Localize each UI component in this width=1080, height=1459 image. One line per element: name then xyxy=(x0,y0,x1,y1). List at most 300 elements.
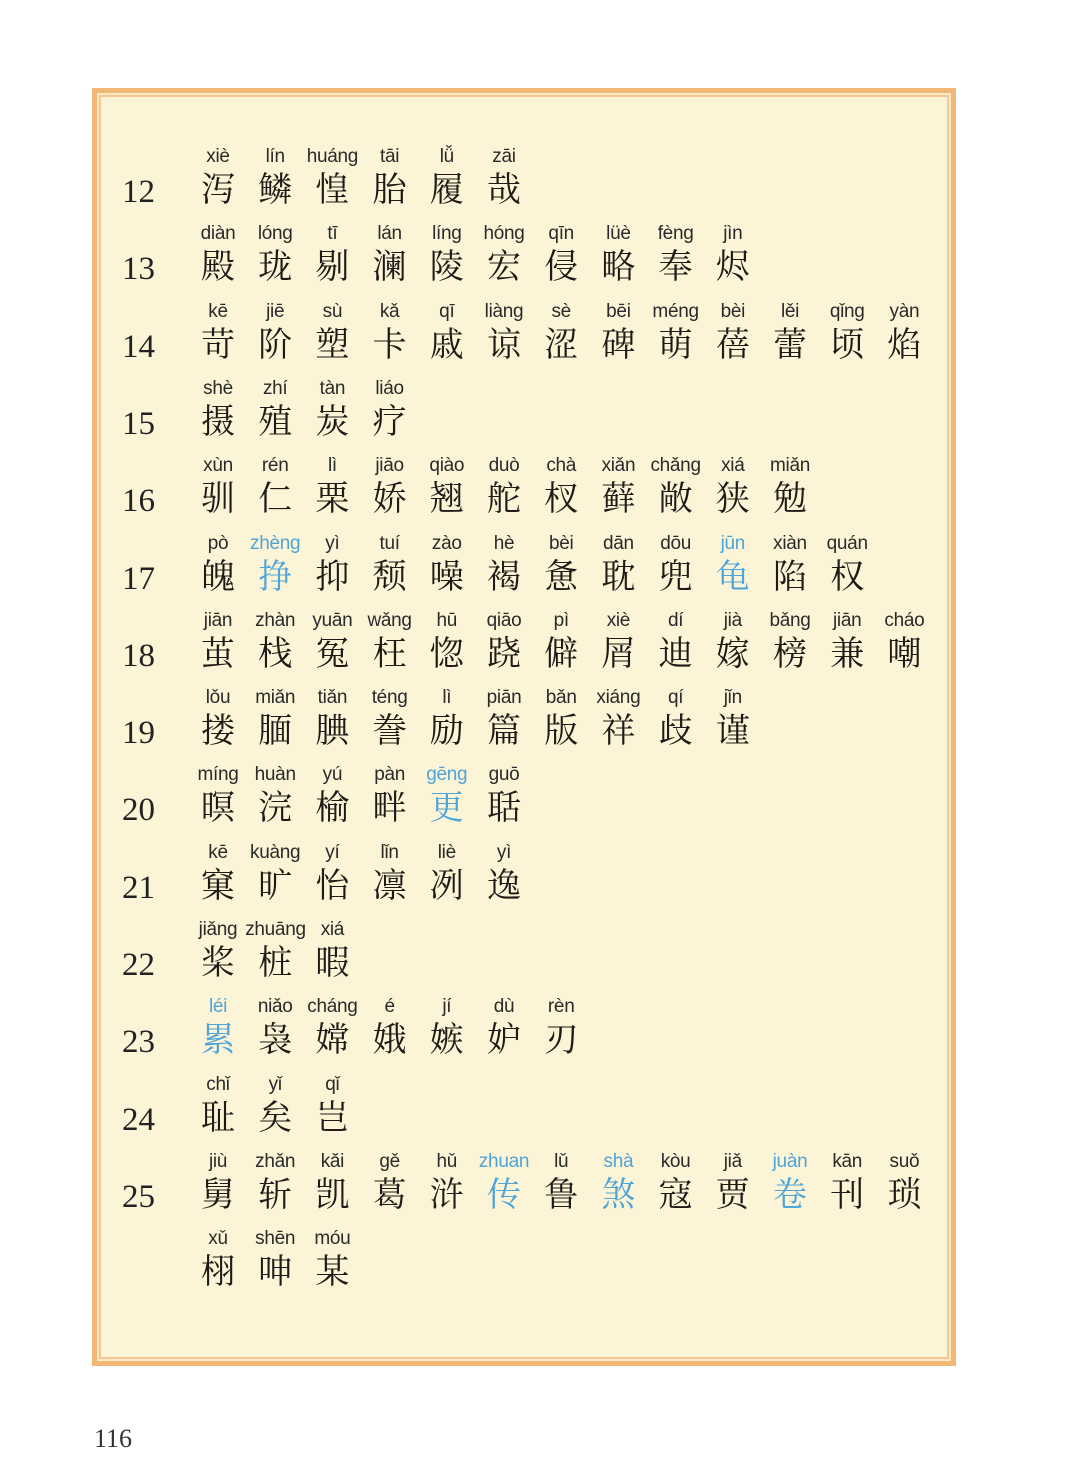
vocab-character xyxy=(245,1151,305,1217)
pinyin: lǒu xyxy=(205,687,231,709)
vocab-character xyxy=(245,146,305,212)
hanzi: 权 xyxy=(830,556,865,597)
hanzi: 珑 xyxy=(258,247,293,288)
lesson-row xyxy=(0,223,1080,301)
vocab-character xyxy=(817,533,877,599)
pinyin: jiǎng xyxy=(198,919,238,940)
pinyin: qī xyxy=(439,300,455,322)
hanzi: 篇 xyxy=(487,711,521,752)
hanzi: 累 xyxy=(201,1020,235,1061)
vocab-character xyxy=(245,919,305,985)
vocab-character xyxy=(474,1151,534,1217)
vocab-character xyxy=(474,842,534,908)
vocab-character xyxy=(360,764,420,830)
hanzi: 搂 xyxy=(201,711,235,752)
hanzi: 矣 xyxy=(258,1097,293,1138)
vocab-character xyxy=(302,842,362,908)
vocab-character xyxy=(360,223,420,289)
hanzi: 颓 xyxy=(372,556,407,597)
vocab-character xyxy=(302,764,362,830)
vocab-character xyxy=(874,301,934,367)
pinyin: kuàng xyxy=(250,841,301,863)
vocab-character xyxy=(646,301,706,367)
hanzi: 煞 xyxy=(601,1174,636,1215)
hanzi: 涩 xyxy=(544,324,579,365)
vocab-character xyxy=(360,378,420,444)
vocab-character xyxy=(188,610,248,676)
hanzi: 顷 xyxy=(830,324,865,365)
vocab-character xyxy=(417,146,477,212)
hanzi: 枉 xyxy=(372,633,407,674)
vocab-character xyxy=(188,301,248,367)
hanzi: 卡 xyxy=(372,324,407,365)
vocab-character xyxy=(531,533,591,599)
vocab-character xyxy=(302,919,362,985)
hanzi: 澜 xyxy=(372,247,407,288)
pinyin: xiǎn xyxy=(601,455,636,477)
vocab-character xyxy=(302,610,362,676)
vocab-character xyxy=(245,223,305,289)
pinyin: lǚ xyxy=(439,146,454,167)
hanzi: 嫁 xyxy=(715,633,750,674)
hanzi: 卷 xyxy=(773,1174,807,1215)
pinyin: liàng xyxy=(484,300,524,322)
hanzi: 惫 xyxy=(544,556,579,597)
pinyin: qǐ xyxy=(325,1073,340,1095)
vocab-character xyxy=(474,996,534,1062)
pinyin: zhǎn xyxy=(255,1150,296,1172)
vocab-character xyxy=(188,533,248,599)
pinyin: shà xyxy=(603,1150,634,1172)
pinyin: suǒ xyxy=(889,1150,920,1172)
pinyin: bēi xyxy=(606,300,631,322)
lesson-number: 18 xyxy=(122,637,155,674)
vocab-character xyxy=(188,919,248,985)
vocab-character xyxy=(188,378,248,444)
hanzi: 榜 xyxy=(773,633,807,674)
vocab-character xyxy=(245,301,305,367)
hanzi: 谨 xyxy=(715,711,750,752)
vocab-character xyxy=(760,1151,820,1217)
hanzi: 龟 xyxy=(715,556,750,597)
vocab-character xyxy=(360,301,420,367)
hanzi: 跷 xyxy=(487,633,521,674)
vocab-character xyxy=(245,533,305,599)
lesson-row xyxy=(0,996,1080,1074)
hanzi: 岂 xyxy=(315,1097,350,1138)
pinyin: lì xyxy=(327,455,337,477)
vocab-character xyxy=(417,1151,477,1217)
pinyin: guō xyxy=(488,764,520,786)
hanzi: 萌 xyxy=(658,324,693,365)
hanzi: 凛 xyxy=(372,865,407,906)
hanzi: 茧 xyxy=(201,633,235,674)
vocab-character xyxy=(302,1074,362,1140)
vocab-character xyxy=(245,610,305,676)
vocab-character xyxy=(360,687,420,753)
vocab-character xyxy=(188,1228,248,1294)
vocab-character xyxy=(302,533,362,599)
pinyin: quán xyxy=(826,532,868,554)
hanzi: 惚 xyxy=(429,633,464,674)
vocab-character xyxy=(188,687,248,753)
lesson-number: 21 xyxy=(122,869,155,906)
pinyin: yǐ xyxy=(268,1073,282,1095)
pinyin: gě xyxy=(379,1150,400,1172)
hanzi: 栩 xyxy=(201,1252,235,1293)
vocab-character xyxy=(417,223,477,289)
pinyin: kòu xyxy=(660,1150,691,1172)
vocab-character xyxy=(417,455,477,521)
pinyin: jiǎ xyxy=(723,1150,742,1172)
hanzi: 某 xyxy=(315,1252,350,1293)
pinyin: téng xyxy=(371,687,408,709)
pinyin: líng xyxy=(432,223,462,245)
vocab-character xyxy=(417,687,477,753)
pinyin: kǎi xyxy=(320,1150,345,1172)
vocab-character xyxy=(417,996,477,1062)
vocab-character xyxy=(588,533,648,599)
pinyin: yuān xyxy=(312,609,353,631)
pinyin: niǎo xyxy=(257,996,293,1018)
pinyin: xiàn xyxy=(773,532,807,554)
hanzi: 杈 xyxy=(544,479,579,520)
pinyin: rèn xyxy=(547,996,575,1018)
hanzi: 戚 xyxy=(429,324,464,365)
lesson-number: 17 xyxy=(122,560,155,597)
vocab-character xyxy=(703,687,763,753)
vocab-character xyxy=(360,996,420,1062)
pinyin: yú xyxy=(322,764,343,786)
hanzi: 泻 xyxy=(201,170,235,210)
pinyin: lín xyxy=(265,146,285,167)
hanzi: 励 xyxy=(429,711,464,752)
pinyin: jūn xyxy=(720,532,746,554)
hanzi: 摄 xyxy=(201,401,235,442)
vocab-character xyxy=(588,1151,648,1217)
vocab-character xyxy=(245,842,305,908)
pinyin: lǐn xyxy=(380,841,399,863)
vocab-character xyxy=(646,1151,706,1217)
vocab-character xyxy=(531,610,591,676)
vocab-character xyxy=(474,610,534,676)
lesson-number: 25 xyxy=(122,1178,155,1215)
pinyin: dù xyxy=(493,996,515,1018)
pinyin: xǔ xyxy=(208,1228,228,1250)
lesson-number: 15 xyxy=(122,405,155,442)
hanzi: 栈 xyxy=(258,633,293,674)
vocab-character xyxy=(474,301,534,367)
hanzi: 僻 xyxy=(544,633,579,674)
pinyin: pò xyxy=(207,532,229,554)
hanzi: 呻 xyxy=(258,1252,293,1293)
vocab-character xyxy=(302,378,362,444)
hanzi: 旷 xyxy=(258,865,293,906)
vocab-character xyxy=(360,610,420,676)
lesson-row xyxy=(0,1228,1080,1306)
lesson-number: 12 xyxy=(122,174,155,210)
hanzi: 疗 xyxy=(372,401,407,442)
vocab-character xyxy=(188,146,248,212)
pinyin: yí xyxy=(325,841,340,863)
vocab-character xyxy=(588,301,648,367)
pinyin: chà xyxy=(546,455,577,477)
vocab-character xyxy=(245,764,305,830)
vocab-character xyxy=(360,455,420,521)
hanzi: 鳞 xyxy=(258,170,293,210)
lesson-row xyxy=(0,842,1080,920)
pinyin: bǎn xyxy=(545,687,577,709)
vocab-character xyxy=(703,610,763,676)
vocab-character xyxy=(188,1074,248,1140)
pinyin: jià xyxy=(723,609,742,631)
vocab-character xyxy=(588,610,648,676)
hanzi: 桩 xyxy=(258,943,293,983)
hanzi: 版 xyxy=(544,711,579,752)
pinyin: dí xyxy=(667,609,684,631)
vocab-character xyxy=(531,687,591,753)
pinyin: chǎng xyxy=(650,455,701,477)
hanzi: 抑 xyxy=(315,556,350,597)
hanzi: 聒 xyxy=(487,788,521,829)
vocab-character xyxy=(760,455,820,521)
vocab-character xyxy=(646,455,706,521)
vocab-character xyxy=(588,455,648,521)
pinyin: zhuāng xyxy=(245,919,306,940)
lesson-number: 16 xyxy=(122,483,155,520)
lesson-row xyxy=(0,919,1080,997)
pinyin: rén xyxy=(261,455,289,477)
vocab-character xyxy=(245,455,305,521)
vocab-character xyxy=(188,764,248,830)
hanzi: 胎 xyxy=(372,170,407,210)
hanzi: 苛 xyxy=(201,324,235,365)
lesson-number: 14 xyxy=(122,328,155,365)
pinyin: zāi xyxy=(492,146,516,167)
pinyin: diàn xyxy=(200,223,236,245)
pinyin: cháng xyxy=(307,996,358,1018)
hanzi: 兼 xyxy=(830,633,865,674)
hanzi: 屑 xyxy=(601,633,636,674)
vocab-character xyxy=(531,1151,591,1217)
vocab-character xyxy=(703,301,763,367)
pinyin: jìn xyxy=(723,223,743,245)
hanzi: 栗 xyxy=(315,479,350,520)
pinyin: bèi xyxy=(720,300,746,322)
pinyin: jiù xyxy=(208,1150,228,1172)
hanzi: 陷 xyxy=(773,556,807,597)
hanzi: 刃 xyxy=(544,1020,579,1061)
lesson-number: 22 xyxy=(122,947,155,983)
vocab-character xyxy=(588,223,648,289)
vocab-character xyxy=(531,455,591,521)
pinyin: móu xyxy=(314,1228,351,1250)
hanzi: 耻 xyxy=(201,1097,235,1138)
pinyin: lüè xyxy=(606,223,631,245)
vocab-character xyxy=(646,610,706,676)
hanzi: 殿 xyxy=(201,247,235,288)
vocab-character xyxy=(302,301,362,367)
hanzi: 碑 xyxy=(601,324,636,365)
hanzi: 腆 xyxy=(315,711,350,752)
hanzi: 祥 xyxy=(601,711,636,752)
hanzi: 畔 xyxy=(372,788,407,829)
vocab-character xyxy=(474,687,534,753)
hanzi: 驯 xyxy=(201,479,235,520)
hanzi: 迪 xyxy=(658,633,693,674)
hanzi: 焰 xyxy=(887,324,922,365)
hanzi: 殖 xyxy=(258,401,293,442)
vocab-character xyxy=(302,996,362,1062)
lesson-row xyxy=(0,764,1080,842)
vocab-character xyxy=(474,223,534,289)
pinyin: tāi xyxy=(380,146,400,167)
vocab-character xyxy=(245,996,305,1062)
hanzi: 奉 xyxy=(658,247,693,288)
pinyin: qiāo xyxy=(486,609,522,631)
vocab-character xyxy=(646,687,706,753)
hanzi: 更 xyxy=(429,788,464,829)
hanzi: 娇 xyxy=(372,479,407,520)
lesson-row xyxy=(0,301,1080,379)
pinyin: yì xyxy=(325,532,340,554)
vocab-character xyxy=(760,533,820,599)
hanzi: 嘲 xyxy=(887,633,922,674)
vocab-character xyxy=(417,764,477,830)
pinyin: jiān xyxy=(832,609,862,631)
hanzi: 挣 xyxy=(258,556,293,597)
hanzi: 烬 xyxy=(715,247,750,288)
vocab-character xyxy=(360,842,420,908)
lesson-number: 13 xyxy=(122,251,155,288)
pinyin: lěi xyxy=(780,300,800,322)
hanzi: 仁 xyxy=(258,479,293,520)
lesson-row xyxy=(0,533,1080,611)
pinyin: tuí xyxy=(379,532,400,554)
vocab-character xyxy=(703,455,763,521)
hanzi: 蕾 xyxy=(773,324,807,365)
vocab-character xyxy=(817,610,877,676)
pinyin: wǎng xyxy=(367,609,412,631)
lesson-row xyxy=(0,1151,1080,1229)
lesson-row xyxy=(0,1074,1080,1152)
pinyin: huàn xyxy=(254,764,296,786)
vocab-character xyxy=(531,996,591,1062)
pinyin: yì xyxy=(496,841,512,863)
pinyin: shēn xyxy=(255,1228,296,1250)
pinyin: cháo xyxy=(884,609,925,631)
hanzi: 略 xyxy=(601,247,636,288)
hanzi: 藓 xyxy=(601,479,636,520)
pinyin: sè xyxy=(551,300,571,322)
pinyin: pì xyxy=(553,609,569,631)
vocab-character xyxy=(188,1151,248,1217)
vocab-character xyxy=(302,146,362,212)
vocab-character xyxy=(302,1151,362,1217)
pinyin: shè xyxy=(203,377,233,399)
pinyin: fèng xyxy=(657,223,694,245)
hanzi: 暇 xyxy=(315,943,350,983)
pinyin: hóng xyxy=(483,223,525,245)
pinyin: lóng xyxy=(257,223,293,245)
vocab-character xyxy=(474,455,534,521)
pinyin: miǎn xyxy=(255,687,296,709)
hanzi: 舅 xyxy=(201,1174,235,1215)
pinyin: xùn xyxy=(203,455,233,477)
pinyin: xiè xyxy=(206,146,230,167)
hanzi: 琐 xyxy=(887,1174,922,1215)
pinyin: xiá xyxy=(320,919,345,940)
vocab-character xyxy=(360,146,420,212)
vocab-character xyxy=(360,1151,420,1217)
vocab-character xyxy=(531,301,591,367)
hanzi: 贾 xyxy=(715,1174,750,1215)
lesson-row xyxy=(0,146,1080,224)
hanzi: 传 xyxy=(487,1174,521,1215)
pinyin: dōu xyxy=(660,532,691,554)
pinyin: qí xyxy=(667,687,684,709)
vocab-character xyxy=(474,764,534,830)
hanzi: 魄 xyxy=(201,556,235,597)
pinyin: chǐ xyxy=(206,1073,230,1095)
vocab-character xyxy=(417,533,477,599)
pinyin: méng xyxy=(652,300,699,322)
pinyin: míng xyxy=(197,764,239,786)
vocab-character xyxy=(245,1074,305,1140)
lesson-number: 19 xyxy=(122,715,155,752)
pinyin: tàn xyxy=(319,377,346,399)
pinyin: xiè xyxy=(606,609,631,631)
hanzi: 塑 xyxy=(315,324,350,365)
vocab-character xyxy=(531,223,591,289)
pinyin: zhí xyxy=(262,377,288,399)
pinyin: léi xyxy=(208,996,228,1018)
hanzi: 嫉 xyxy=(429,1020,464,1061)
hanzi: 敞 xyxy=(658,479,693,520)
hanzi: 冤 xyxy=(315,633,350,674)
pinyin: sù xyxy=(322,300,343,322)
vocab-character xyxy=(188,996,248,1062)
hanzi: 怡 xyxy=(315,865,350,906)
vocab-character xyxy=(417,842,477,908)
hanzi: 阶 xyxy=(258,324,293,365)
pinyin: kē xyxy=(208,300,228,322)
hanzi: 兜 xyxy=(658,556,693,597)
vocab-character xyxy=(588,687,648,753)
hanzi: 嫦 xyxy=(315,1020,350,1061)
pinyin: jiān xyxy=(203,609,233,631)
pinyin: xiáng xyxy=(596,687,641,709)
hanzi: 哉 xyxy=(487,170,521,210)
pinyin: huáng xyxy=(306,146,359,167)
vocab-character xyxy=(703,533,763,599)
pinyin: hǔ xyxy=(436,1150,458,1172)
pinyin: bèi xyxy=(548,532,574,554)
pinyin: jiāo xyxy=(375,455,404,477)
pinyin: duò xyxy=(488,455,520,477)
lesson-number: 23 xyxy=(122,1024,155,1061)
pinyin: hè xyxy=(493,532,515,554)
vocab-character xyxy=(817,301,877,367)
vocab-character xyxy=(703,1151,763,1217)
hanzi: 刊 xyxy=(830,1174,865,1215)
hanzi: 寇 xyxy=(658,1174,693,1215)
hanzi: 袅 xyxy=(258,1020,293,1061)
pinyin: zhèng xyxy=(250,532,301,554)
hanzi: 勉 xyxy=(773,479,807,520)
vocab-character xyxy=(874,610,934,676)
pinyin: qīn xyxy=(548,223,574,245)
